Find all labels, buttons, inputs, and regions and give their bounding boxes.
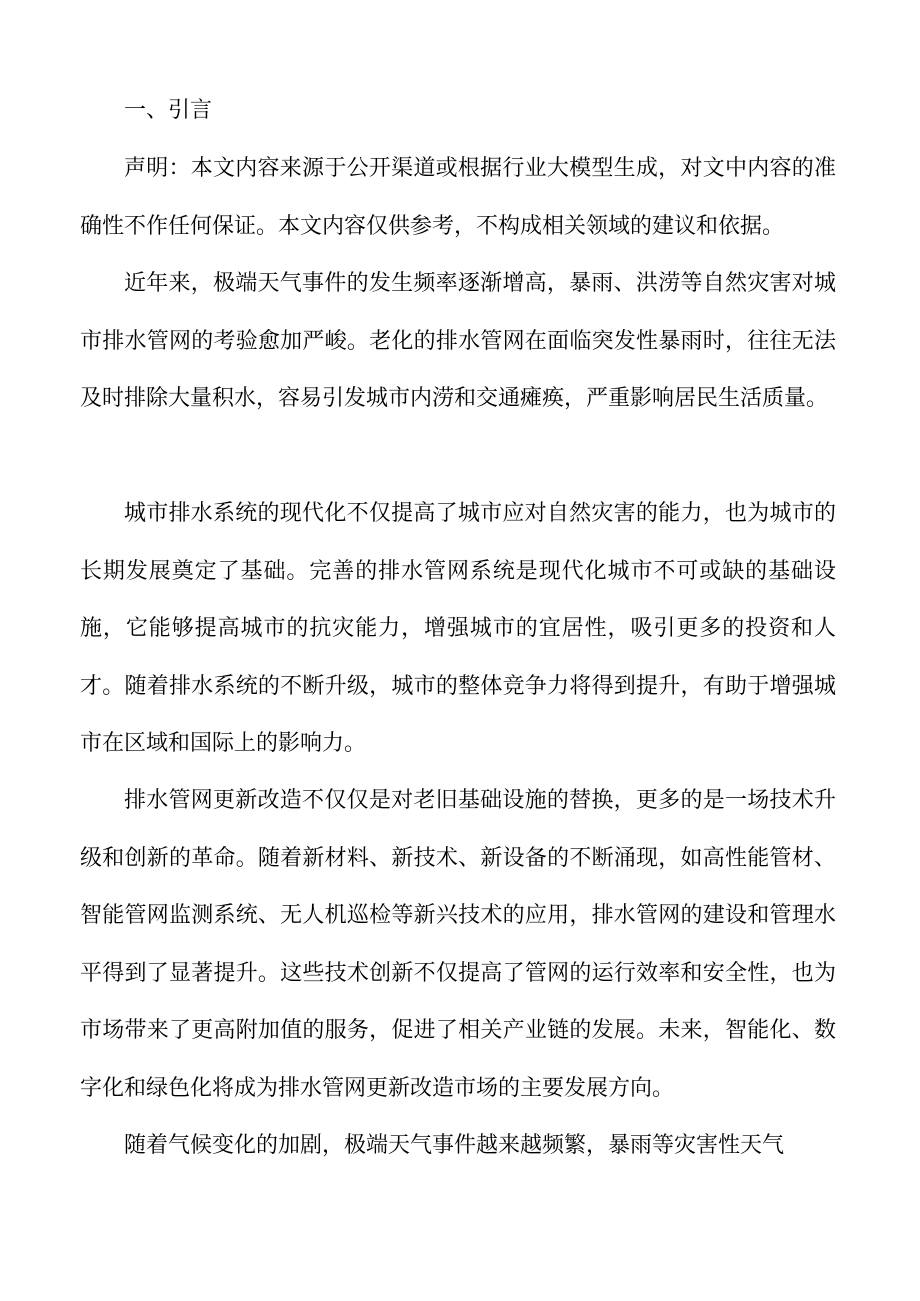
section-heading: 一、引言 bbox=[124, 98, 213, 123]
body-paragraph: 近年来，极端天气事件的发生频率逐渐增高，暴雨、洪涝等自然灾害对城市排水管网的考验愈加严峻。老化的排水管网在面临突发性暴雨时，往往无法及时排除大量积水，容易引发城市内涝和交通瘫痪，严重影响居民生活质量。 bbox=[80, 271, 836, 411]
body-paragraph: 排水管网更新改造不仅仅是对老旧基础设施的替换，更多的是一场技术升级和创新的革命。随着新材料、新技术、新设备的不断涌现，如高性能管材、智能管网监测系统、无人机巡检等新兴技术的应用，排水管网的建设和管理水平得到了显著提升。这些技术创新不仅提高了管网的运行效率和安全性，也为市场带来了更高附加值的服务，促进了相关产业链的发展。未来，智能化、数字化和绿色化将成为排水管网更新改造市场的主要发展方向。 bbox=[80, 788, 836, 1101]
body-paragraph: 城市排水系统的现代化不仅提高了城市应对自然灾害的能力，也为城市的长期发展奠定了基础。完善的排水管网系统是现代化城市不可或缺的基础设施，它能够提高城市的抗灾能力，增强城市的宜居性，吸引更多的投资和人才。随着排水系统的不断升级，城市的整体竞争力将得到提升，有助于增强城市在区域和国际上的影响力。 bbox=[80, 501, 836, 756]
disclaimer-paragraph: 声明：本文内容来源于公开渠道或根据行业大模型生成，对文中内容的准确性不作任何保证。本文内容仅供参考，不构成相关领域的建议和依据。 bbox=[80, 156, 836, 239]
body-paragraph: 随着气候变化的加剧，极端天气事件越来越频繁，暴雨等灾害性天气 bbox=[124, 1133, 785, 1158]
